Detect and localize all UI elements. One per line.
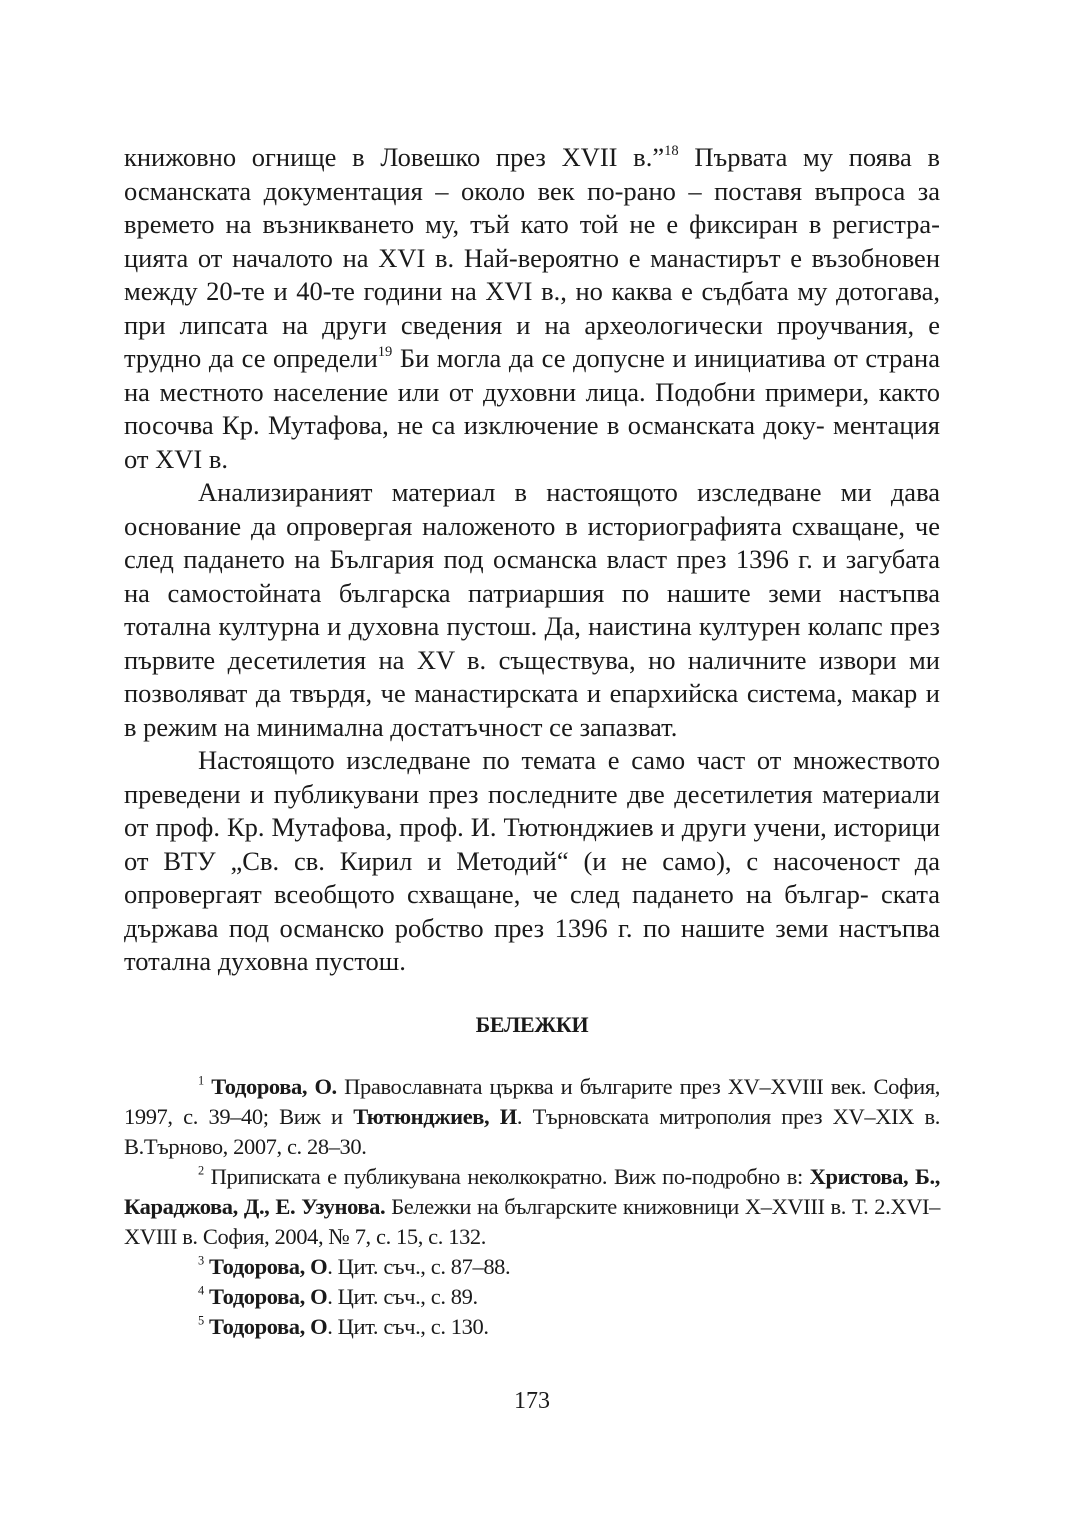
endnote-author: Тодорова, О bbox=[209, 1284, 328, 1309]
footnote-ref: 19 bbox=[377, 344, 393, 361]
endnote-number: 3 bbox=[198, 1253, 204, 1268]
footnote-ref: 18 bbox=[664, 143, 679, 160]
document-page bbox=[124, 0, 940, 1530]
paragraph-text: книжовно огнище в Ловешко през XVII в.” bbox=[124, 142, 665, 172]
endnote-text: Бележки на българските книжовници X–XVIII в. Т. 2.XVI–XVIII в. София, 2004, № 7, с. 15, с. 132. bbox=[124, 1194, 941, 1249]
paragraph-continuation bbox=[124, 141, 940, 476]
endnote-item bbox=[124, 1162, 940, 1252]
endnote-text: . Цит. съч., с. 87–88. bbox=[327, 1254, 511, 1279]
endnote-text: . Цит. съч., с. 89. bbox=[327, 1284, 478, 1309]
paragraph-text: Би могла да се допусне и инициатива от страна на местното население или от духовни лица. Подобни примери, както посочва Кр. Мутафова, не са изключение в османската доку- ментация от XVI в. bbox=[124, 343, 940, 474]
paragraph-text: Първата му поява в османската документация – около век по-рано – поставя въпроса за времето на възникването му, тъй като той не е фиксиран в регистра- цията от началото на XVI в. Най-вероятно е манастирът е възобновен между 20-те и 40-те години на XVI в., но каква е съдбата му дотогава, при липсата на други сведения и на археологически проучвания, е трудно да се определи bbox=[124, 142, 941, 373]
endnote-author: Тютюнджиев, И bbox=[353, 1104, 517, 1129]
endnote-item bbox=[124, 1072, 940, 1162]
endnote-author: Христова, Б., Караджова, Д., Е. Узунова. bbox=[124, 1164, 940, 1219]
endnote-text: Приписката е публикувана неколкократно. Виж по-подробно в: bbox=[203, 1164, 810, 1189]
body-text bbox=[124, 141, 940, 979]
endnote-author: Тодорова, О. bbox=[211, 1074, 337, 1099]
endnote-number: 5 bbox=[198, 1313, 204, 1328]
endnote-number: 1 bbox=[198, 1073, 204, 1088]
endnote-author: Тодорова, О bbox=[209, 1254, 328, 1279]
endnote-text: . Търновската митрополия през XV–XIX в. В.Търново, 2007, с. 28–30. bbox=[124, 1104, 940, 1159]
endnote-item bbox=[124, 1282, 940, 1312]
endnotes bbox=[124, 1072, 940, 1342]
endnote-item bbox=[124, 1252, 940, 1282]
endnote-number: 4 bbox=[198, 1283, 204, 1298]
endnote-author: Тодорова, О bbox=[209, 1314, 328, 1339]
endnote-text: Православната църква и българите през XV–XVIII век. София, 1997, с. 39–40; Виж и bbox=[124, 1074, 940, 1129]
paragraph-analysis: Анализираният материал в настоящото изследване ми дава основание да опровергая наложеното в историографията схващане, че след падането на България под османска власт през 1396 г. и загубата на самостойната българска патриаршия по нашите земи настъпва тотална културна и духовна пустош. Да, наистина културен колапс през първите десетилетия на XV в. съществува, но наличните извори ми позволяват да твърдя, че манастирската и епархийска система, макар и в режим на минимална достатъчност се запазват. bbox=[124, 477, 940, 742]
endnote-item bbox=[124, 1312, 940, 1342]
endnote-number: 2 bbox=[198, 1163, 204, 1178]
page-number: 173 bbox=[514, 1388, 550, 1414]
paragraph-conclusion: Настоящото изследване по темата е само част от множеството преведени и публикувани през последните две десетилетия материали от проф. Кр. Мутафова, проф. И. Тютюнджиев и други учени, историци от ВТУ „Св. св. Кирил и Методий“ (и не само), с насоченост да опровергаят всеобщото схващане, че след падането на българ- ската държава под османско робство през 1396 г. по нашите земи настъпва тотална духовна пустош. bbox=[124, 745, 940, 976]
notes-heading: БЕЛЕЖКИ bbox=[475, 1012, 589, 1037]
endnote-text: . Цит. съч., с. 130. bbox=[327, 1314, 489, 1339]
